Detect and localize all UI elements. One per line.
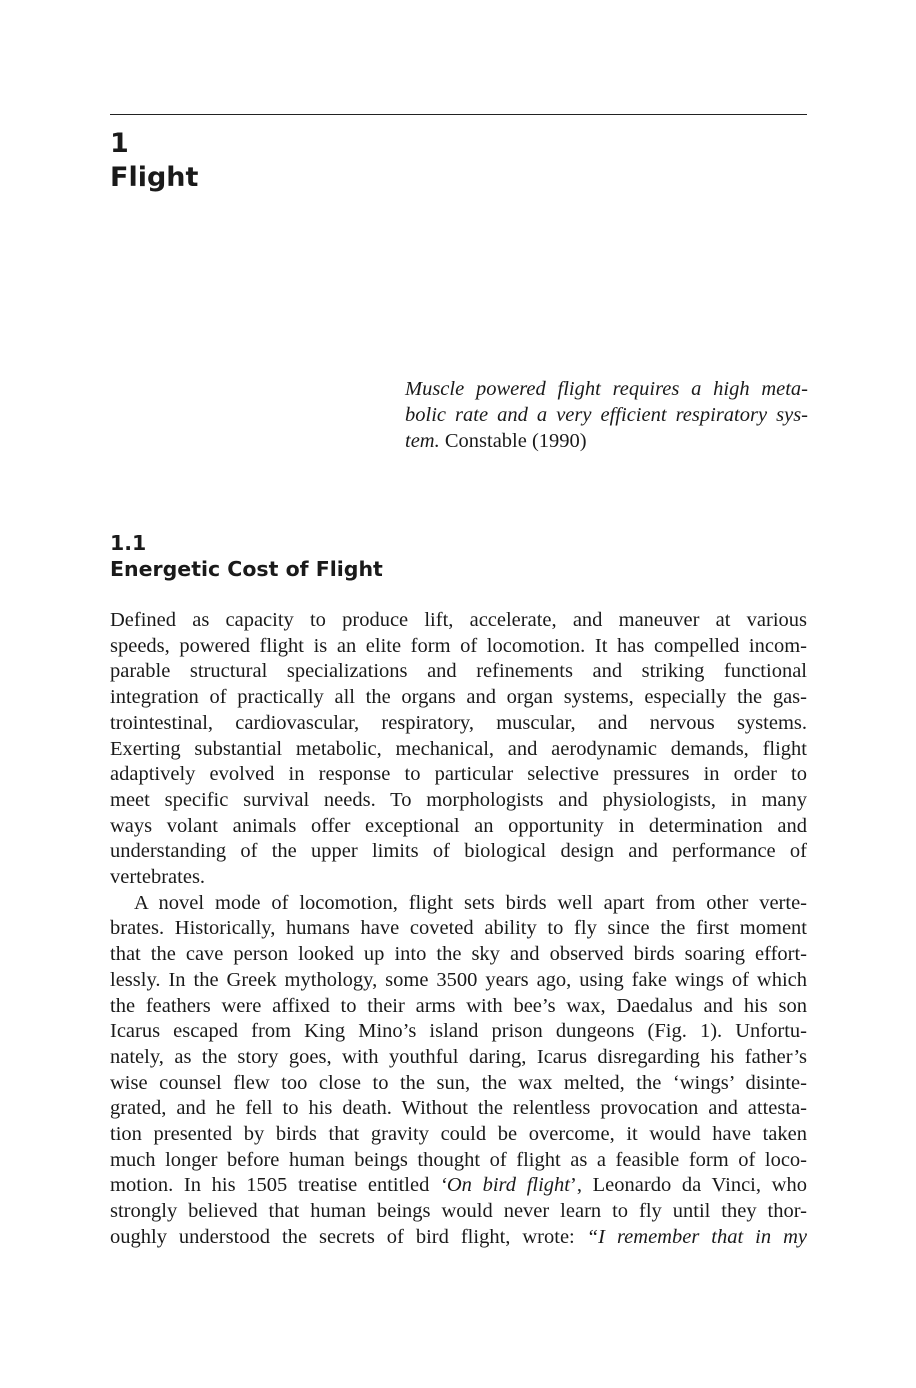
text-line: brates. Historically, humans have coveted ability to fly since the first moment — [110, 917, 807, 940]
epigraph-quote-end: tem. — [405, 430, 440, 452]
epigraph-last-line — [405, 428, 808, 454]
text-line: Defined as capacity to produce lift, accelerate, and maneuver at various — [110, 609, 807, 631]
text-segment: oughly understood the secrets of bird flight, wrote: — [110, 1225, 587, 1248]
text-line: Icarus escaped from King Mino’s island prison dungeons (Fig. 1). Unfortu- — [110, 1020, 807, 1043]
text-line: trointestinal, cardiovascular, respiratory, muscular, and nervous systems. — [110, 711, 807, 734]
text-line: ways volant animals offer exceptional an opportunity in determination and — [110, 814, 807, 837]
epigraph-line: Muscle powered flight requires a high meta- — [405, 378, 808, 400]
text-line: tion presented by birds that gravity could be overcome, it would have taken — [110, 1123, 807, 1146]
text-segment: ’, Leonardo da Vinci, who — [570, 1174, 807, 1197]
chapter-number: 1 — [110, 128, 129, 159]
chapter-rule — [110, 114, 807, 115]
paragraph-2 — [110, 891, 807, 1251]
text-line: understanding of the upper limits of biological design and performance of — [110, 840, 807, 863]
text-line: grated, and he fell to his death. Without the relentless provocation and attesta- — [110, 1097, 807, 1120]
text-line — [110, 1173, 807, 1199]
text-line: parable structural specializations and refinements and striking functional — [110, 660, 807, 683]
text-line: meet specific survival needs. To morphologists and physiologists, in many — [110, 788, 807, 811]
text-line: that the cave person looked up into the sky and observed birds soaring effort- — [110, 943, 807, 966]
text-line: wise counsel flew too close to the sun, the wax melted, the ‘wings’ disinte- — [110, 1071, 807, 1094]
chapter-title: Flight — [110, 162, 199, 193]
paragraph-1 — [110, 608, 807, 891]
text-line — [110, 1225, 807, 1251]
text-line: speeds, powered flight is an elite form of locomotion. It has compelled incom- — [110, 634, 807, 657]
text-line: adaptively evolved in response to particular selective pressures in order to — [110, 763, 807, 786]
text-segment: motion. In his 1505 treatise entitled — [110, 1174, 441, 1197]
text-line: A novel mode of locomotion, flight sets birds well apart from other verte- — [134, 891, 807, 914]
section-number: 1.1 — [110, 531, 147, 555]
text-line: much longer before human beings thought of flight as a feasible form of loco- — [110, 1148, 807, 1171]
section-title: Energetic Cost of Flight — [110, 557, 383, 581]
text-line: strongly believed that human beings would never learn to fly until they thor- — [110, 1200, 807, 1223]
text-line: Exerting substantial metabolic, mechanical, and aerodynamic demands, flight — [110, 737, 807, 760]
epigraph-attribution: Constable (1990) — [439, 430, 587, 452]
text-line: the feathers were affixed to their arms with bee’s wax, Daedalus and his son — [110, 994, 807, 1017]
epigraph-line: bolic rate and a very efficient respiratory sys- — [405, 404, 808, 426]
citation-title: ‘On bird flight — [440, 1174, 570, 1197]
epigraph — [405, 376, 808, 454]
text-line: integration of practically all the organs and organ systems, especially the gas- — [110, 686, 807, 709]
text-line: lessly. In the Greek mythology, some 3500 years ago, using fake wings of which — [110, 968, 807, 991]
quote-start: “I remember that in my — [586, 1225, 808, 1248]
text-line: vertebrates. — [110, 866, 206, 889]
body-text — [110, 608, 807, 1251]
text-line: nately, as the story goes, with youthful daring, Icarus disregarding his father’s — [110, 1045, 807, 1068]
